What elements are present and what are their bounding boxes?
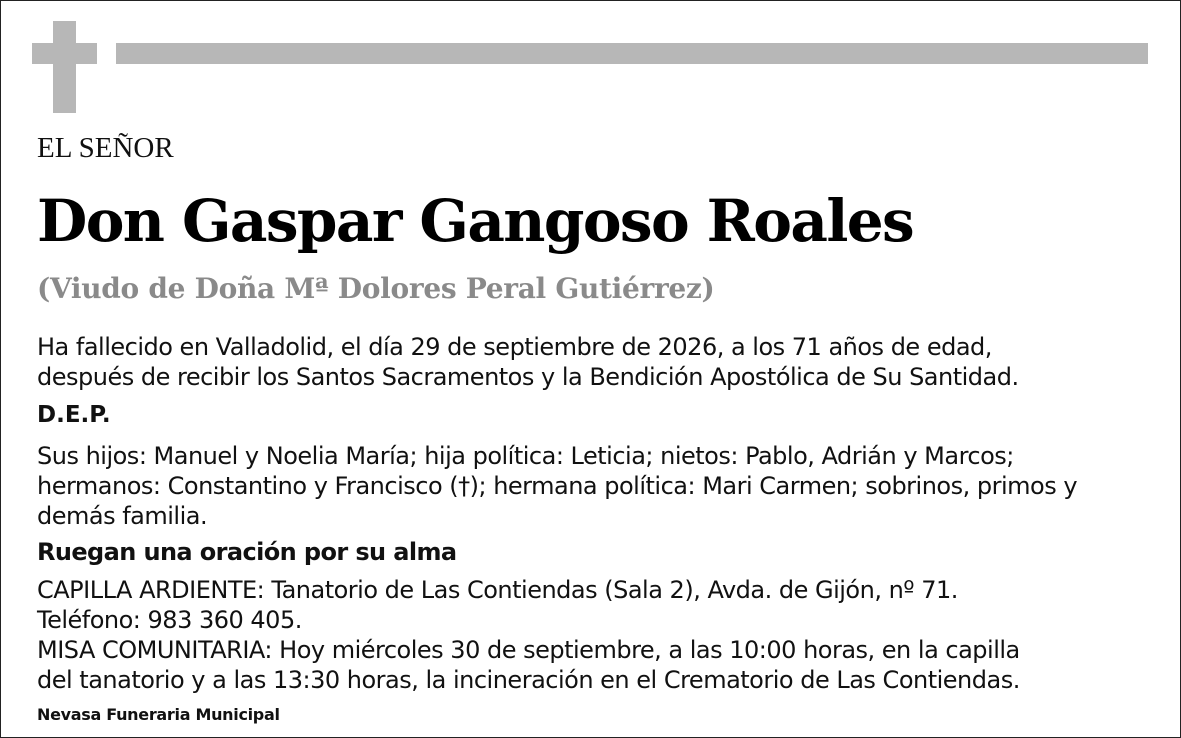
family-list bbox=[37, 441, 1077, 531]
death-notice bbox=[37, 332, 1019, 392]
service-info bbox=[37, 575, 1020, 695]
family-line: Sus hijos: Manuel y Noelia María; hija política: Leticia; nietos: Pablo, Adrián y Marcos; bbox=[37, 442, 1014, 470]
header-rule bbox=[116, 43, 1148, 64]
intro-label: EL SEÑOR bbox=[37, 132, 174, 164]
family-line: demás familia. bbox=[37, 502, 208, 530]
funeral-home: Nevasa Funeraria Municipal bbox=[37, 705, 280, 724]
service-line: del tanatorio y a las 13:30 horas, la incineración en el Crematorio de Las Contiendas. bbox=[37, 666, 1020, 694]
deceased-name: Don Gaspar Gangoso Roales bbox=[37, 187, 914, 255]
prayer-request: Ruegan una oración por su alma bbox=[37, 538, 457, 566]
cross-icon bbox=[53, 21, 76, 113]
death-notice-line: Ha fallecido en Valladolid, el día 29 de septiembre de 2026, a los 71 años de edad, bbox=[37, 333, 992, 361]
death-notice-line: después de recibir los Santos Sacramentos y la Bendición Apostólica de Su Santidad. bbox=[37, 363, 1019, 391]
widower-line: (Viudo de Doña Mª Dolores Peral Gutiérrez) bbox=[37, 272, 715, 305]
cross-icon-crossbar bbox=[32, 43, 97, 64]
service-line: CAPILLA ARDIENTE: Tanatorio de Las Contiendas (Sala 2), Avda. de Gijón, nº 71. bbox=[37, 576, 958, 604]
service-line: Teléfono: 983 360 405. bbox=[37, 606, 302, 634]
service-line: MISA COMUNITARIA: Hoy miércoles 30 de septiembre, a las 10:00 horas, en la capilla bbox=[37, 636, 1020, 664]
dep-label: D.E.P. bbox=[37, 402, 111, 428]
family-line: hermanos: Constantino y Francisco (†); hermana política: Mari Carmen; sobrinos, primos y bbox=[37, 472, 1078, 500]
